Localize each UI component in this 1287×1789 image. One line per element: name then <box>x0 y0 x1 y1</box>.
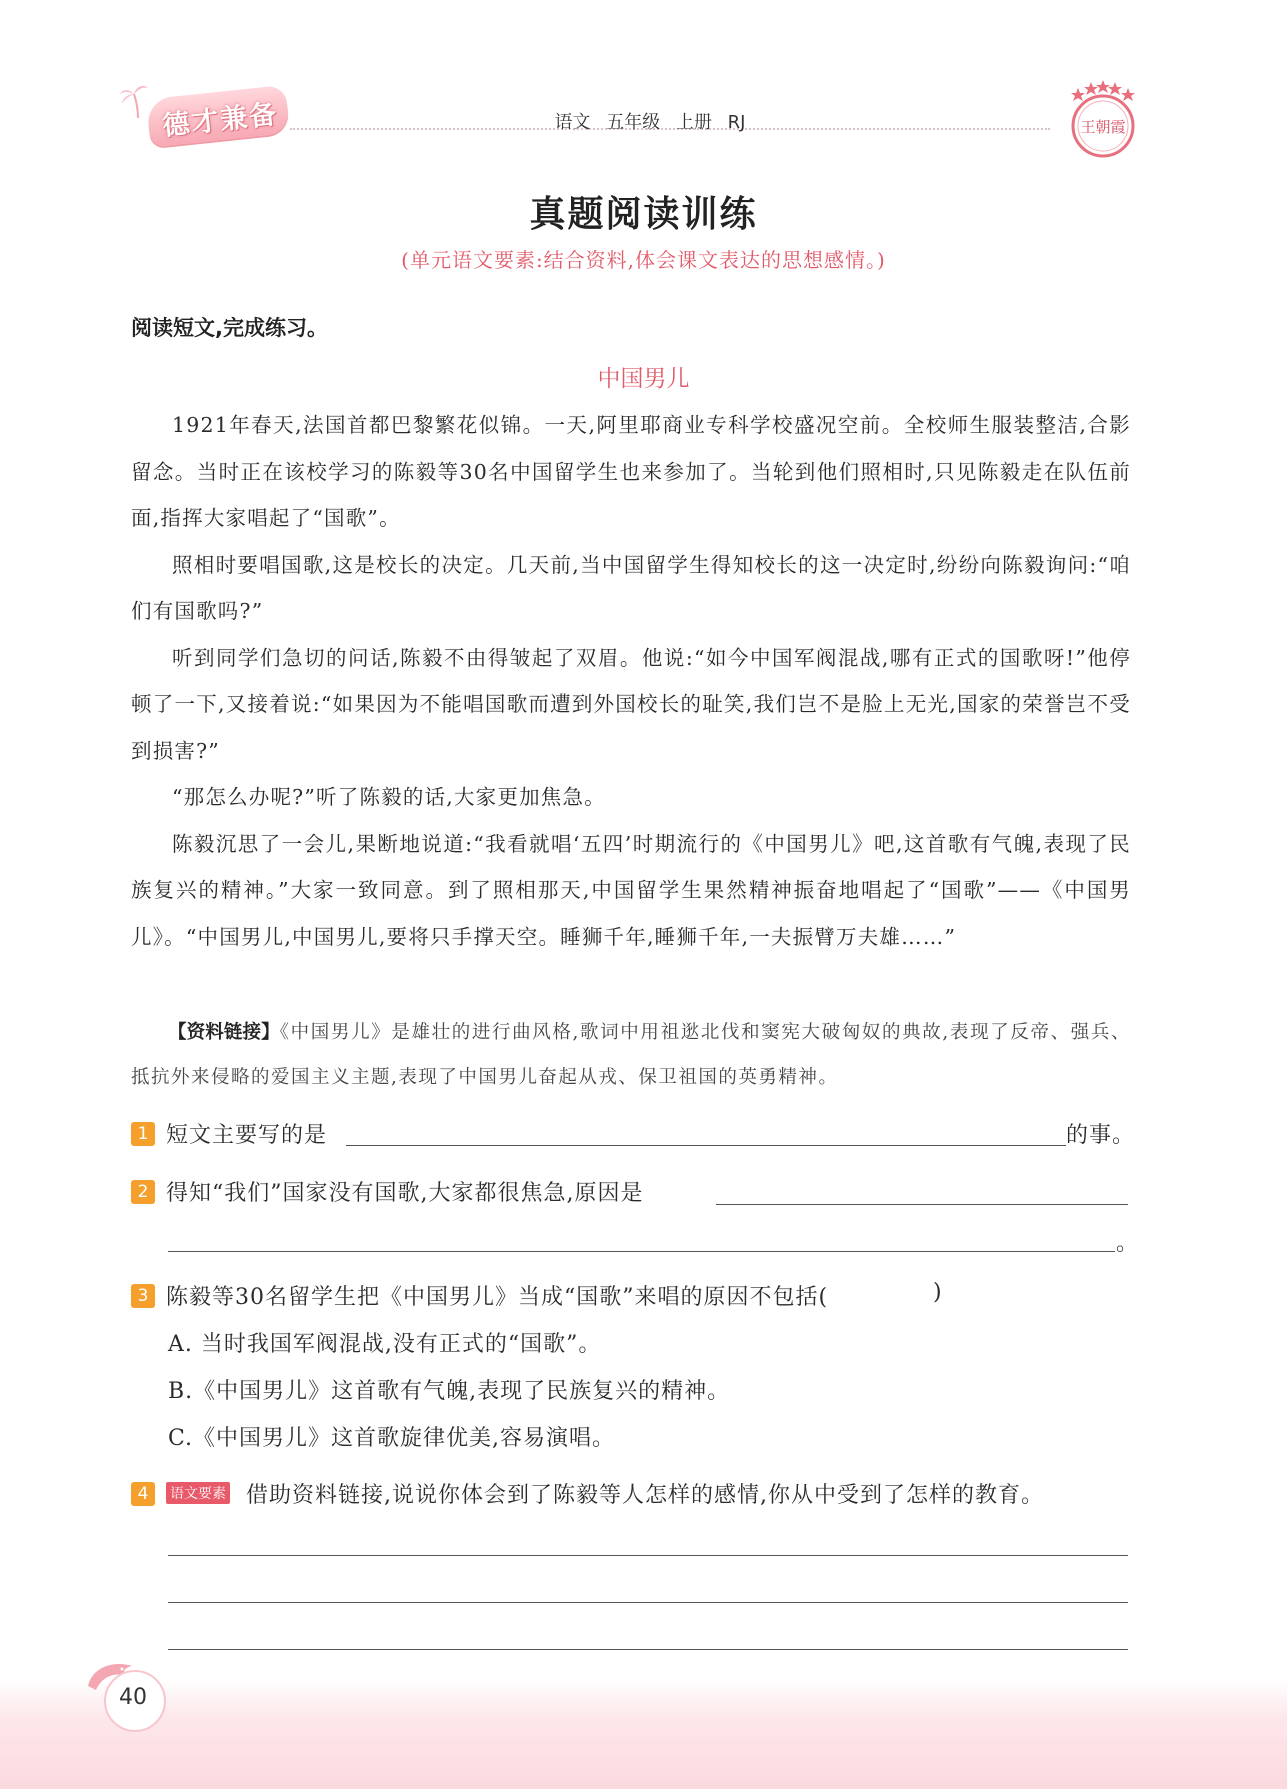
paragraph: 照相时要唱国歌,这是校长的决定。几天前,当中国留学生得知校长的这一决定时,纷纷向陈毅询问:“咱们有国歌吗?” <box>131 552 1131 623</box>
paragraph: 听到同学们急切的问话,陈毅不由得皱起了双眉。他说:“如今中国军阀混战,哪有正式的国歌呀!”他停顿了一下,又接着说:“如果因为不能唱国歌而遭到外国校长的耻笑,我们岂不是脸上无光,国家的荣誉岂不受到损害?” <box>131 645 1131 763</box>
material-link-text: 《中国男儿》是雄壮的进行曲风格,歌词中用祖逖北伐和窦宪大破匈奴的典故,表现了反帝、强兵、抵抗外来侵略的爱国主义主题,表现了中国男儿奋起从戎、保卫祖国的英勇精神。 <box>131 1022 1131 1088</box>
question-suffix: ) <box>933 1280 943 1305</box>
header-title: 语文 五年级 上册 RJ <box>554 112 746 133</box>
question-number: 2 <box>131 1180 155 1204</box>
answer-line[interactable] <box>168 1555 1128 1556</box>
answer-line[interactable] <box>346 1145 1066 1146</box>
page-title: 真题阅读训练 <box>529 194 758 235</box>
option-c[interactable]: C.《中国男儿》这首歌旋律优美,容易演唱。 <box>168 1426 616 1451</box>
instruction: 阅读短文,完成练习。 <box>131 316 328 340</box>
logo-text: 德才兼备 <box>161 99 280 142</box>
answer-line[interactable] <box>168 1649 1128 1650</box>
passage <box>131 402 1131 960</box>
paragraph: “那怎么办呢?”听了陈毅的话,大家更加焦急。 <box>172 785 606 809</box>
material-link <box>131 1010 1131 1100</box>
question-text: 短文主要写的是 <box>166 1123 328 1148</box>
paragraph: 陈毅沉思了一会儿,果断地说道:“我看就唱‘五四’时期流行的《中国男儿》吧,这首歌有气魄,表现了民族复兴的精神。”大家一致同意。到了照相那天,中国留学生果然精神振奋地唱起了“国歌”——《中国男儿》。“中国男儿,中国男儿,要将只手撑天空。睡狮千年,睡狮千年,一夫振臂万夫雄……” <box>131 831 1131 949</box>
seal-text: 王朝霞 <box>1080 118 1126 136</box>
question-suffix: 。 <box>1116 1231 1140 1256</box>
question-text: 借助资料链接,说说你体会到了陈毅等人怎样的感情,你从中受到了怎样的教育。 <box>246 1483 1044 1508</box>
question-number: 1 <box>131 1122 155 1146</box>
answer-line[interactable] <box>168 1251 1115 1252</box>
answer-line[interactable] <box>716 1204 1128 1205</box>
story-title: 中国男儿 <box>597 366 690 392</box>
question-text: 陈毅等30名留学生把《中国男儿》当成“国歌”来唱的原因不包括( <box>166 1285 829 1310</box>
footer-band <box>0 1680 1287 1789</box>
element-tag: 语文要素 <box>166 1482 230 1504</box>
option-a[interactable]: A. 当时我国军阀混战,没有正式的“国歌”。 <box>168 1332 602 1357</box>
option-b[interactable]: B.《中国男儿》这首歌有气魄,表现了民族复兴的精神。 <box>168 1379 731 1404</box>
answer-line[interactable] <box>168 1602 1128 1603</box>
material-link-label: 【资料链接】 <box>168 1022 280 1043</box>
page-number: 40 <box>119 1685 147 1710</box>
question-text: 得知“我们”国家没有国歌,大家都很焦急,原因是 <box>166 1181 644 1206</box>
page-subtitle: (单元语文要素:结合资料,体会课文表达的思想感情。) <box>401 248 886 272</box>
paragraph: 1921年春天,法国首都巴黎繁花似锦。一天,阿里耶商业专科学校盛况空前。全校师生服装整洁,合影留念。当时正在该校学习的陈毅等30名中国留学生也来参加了。当轮到他们照相时,只见陈毅走在队伍前面,指挥大家唱起了“国歌”。 <box>131 413 1131 530</box>
question-number: 3 <box>131 1284 155 1308</box>
seal-icon <box>1058 74 1148 164</box>
question-number: 4 <box>131 1482 155 1506</box>
question-suffix: 的事。 <box>1066 1123 1136 1148</box>
